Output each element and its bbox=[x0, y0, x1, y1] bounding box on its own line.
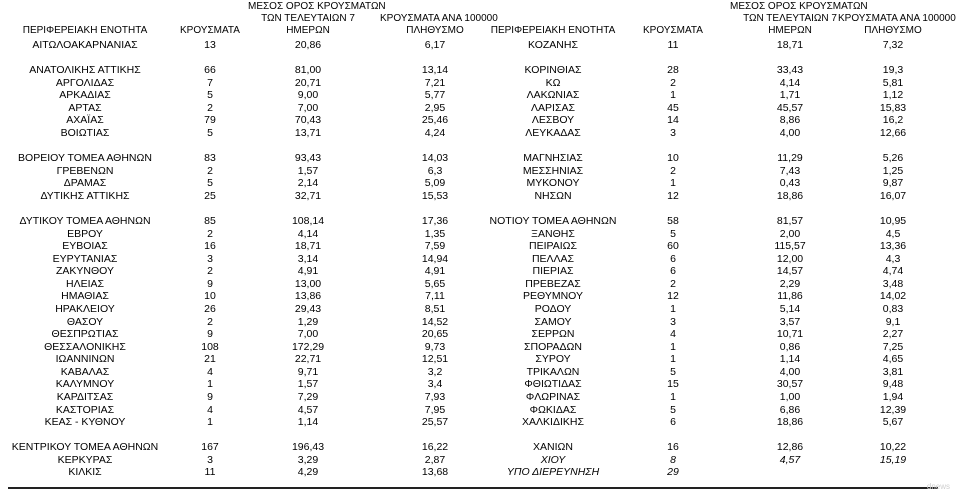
left-cell-avg7: 1,14 bbox=[297, 416, 319, 429]
right-cell-per100k: 4,5 bbox=[885, 227, 901, 240]
right-cell-region: ΛΑΡΙΣΑΣ bbox=[531, 101, 575, 114]
left-cell-per100k: 5,65 bbox=[424, 277, 446, 290]
left-cell-region: ΒΟΡΕΙΟΥ ΤΟΜΕΑ ΑΘΗΝΩΝ bbox=[18, 152, 152, 165]
left-cell-region: ΔΥΤΙΚΟΥ ΤΟΜΕΑ ΑΘΗΝΩΝ bbox=[19, 214, 151, 227]
right-cell-region: ΛΕΣΒΟΥ bbox=[531, 114, 575, 127]
right-cell-cases: 12 bbox=[667, 290, 679, 303]
right-cell-per100k: 4,3 bbox=[885, 252, 901, 265]
right-cell-avg7: 11,29 bbox=[777, 152, 803, 165]
left-cell-per100k: 2,87 bbox=[424, 453, 446, 466]
right-cell-region: ΣΥΡΟΥ bbox=[535, 353, 571, 366]
right-cell-per100k: 0,83 bbox=[882, 302, 904, 315]
left-cell-per100k: 25,46 bbox=[421, 114, 449, 127]
right-cell-region: ΞΑΝΘΗΣ bbox=[531, 227, 575, 240]
left-cell-per100k: 17,36 bbox=[421, 214, 449, 227]
left-cell-cases: 26 bbox=[204, 302, 216, 315]
left-cell-region: ΗΛΕΙΑΣ bbox=[65, 277, 104, 290]
right-cell-avg7: 4,00 bbox=[779, 365, 801, 378]
left-cell-avg7: 1,57 bbox=[297, 378, 319, 391]
right-cell-per100k: 13,36 bbox=[879, 240, 907, 253]
left-header-per100k-line: ΚΡΟΥΣΜΑΤΑ ΑΝΑ 100000 bbox=[380, 13, 498, 24]
left-cell-per100k: 14,52 bbox=[421, 315, 449, 328]
right-cell-avg7: 2,00 bbox=[779, 227, 801, 240]
left-header-avg7 bbox=[248, 1, 386, 37]
right-cell-region: ΚΟΖΑΝΗΣ bbox=[528, 39, 578, 51]
right-cell-region: ΚΟΡΙΝΘΙΑΣ bbox=[524, 64, 582, 77]
right-cell-cases: 12 bbox=[667, 189, 679, 202]
right-cell-cases: 8 bbox=[670, 453, 676, 466]
right-cell-region: ΠΕΛΛΑΣ bbox=[531, 252, 575, 265]
right-cell-per100k: 16,07 bbox=[879, 189, 907, 202]
right-cell-per100k: 1,94 bbox=[882, 390, 904, 403]
left-cell-cases: 21 bbox=[204, 353, 216, 366]
left-cell-region: ΑΧΑΪΑΣ bbox=[66, 114, 104, 127]
left-cell-cases: 5 bbox=[207, 126, 213, 139]
left-cell-region: ΑΙΤΩΛΟΑΚΑΡΝΑΝΙΑΣ bbox=[32, 39, 138, 51]
right-cell-region: ΜΕΣΣΗΝΙΑΣ bbox=[522, 164, 584, 177]
right-cell-region: ΧΑΛΚΙΔΙΚΗΣ bbox=[522, 416, 584, 429]
left-cell-region: ΚΑΡΔΙΤΣΑΣ bbox=[56, 390, 114, 403]
right-cell-cases: 5 bbox=[670, 403, 676, 416]
left-cell-region: ΔΥΤΙΚΗΣ ΑΤΤΙΚΗΣ bbox=[40, 189, 130, 202]
left-cell-per100k: 7,59 bbox=[424, 240, 446, 253]
right-cell-avg7: 18,86 bbox=[776, 189, 804, 202]
left-cell-region: ΒΟΙΩΤΙΑΣ bbox=[60, 126, 110, 139]
left-cell-per100k: 1,35 bbox=[424, 227, 446, 240]
left-cell-avg7: 3,29 bbox=[297, 453, 319, 466]
right-cell-avg7: 12,86 bbox=[776, 441, 804, 454]
left-header-avg7-line: ΗΜΕΡΩΝ bbox=[286, 25, 330, 36]
left-cell-avg7: 29,43 bbox=[294, 302, 322, 315]
right-cell-avg7: 1,00 bbox=[779, 390, 801, 403]
right-cell-per100k: 7,25 bbox=[882, 340, 904, 353]
left-cell-cases: 2 bbox=[207, 164, 213, 177]
left-cell-avg7: 20,71 bbox=[294, 76, 322, 89]
right-cell-avg7: 2,29 bbox=[779, 277, 801, 290]
right-cell-region: ΠΡΕΒΕΖΑΣ bbox=[525, 277, 581, 290]
right-cell-region: ΦΘΙΩΤΙΔΑΣ bbox=[524, 378, 582, 391]
left-cell-per100k: 8,51 bbox=[424, 302, 446, 315]
left-cell-region: ΚΕΑΣ - ΚΥΘΝΟΥ bbox=[44, 416, 126, 429]
right-header-avg7-line: ΤΩΝ ΤΕΛΕΥΤΑΙΩΝ 7 bbox=[743, 13, 837, 24]
left-cell-per100k: 6,3 bbox=[427, 164, 443, 177]
right-cell-avg7: 3,57 bbox=[779, 315, 801, 328]
left-cell-avg7: 22,71 bbox=[294, 353, 322, 366]
left-cell-per100k: 13,14 bbox=[421, 64, 449, 77]
left-cell-per100k: 9,73 bbox=[424, 340, 446, 353]
right-cell-cases: 16 bbox=[667, 441, 679, 454]
left-cell-region: ΚΕΝΤΡΙΚΟΥ ΤΟΜΕΑ ΑΘΗΝΩΝ bbox=[11, 441, 159, 454]
right-cell-region: ΝΗΣΩΝ bbox=[534, 189, 572, 202]
left-cell-per100k: 4,24 bbox=[424, 126, 446, 139]
right-cell-per100k: 5,81 bbox=[882, 76, 904, 89]
right-cell-cases: 1 bbox=[670, 177, 676, 190]
right-cell-avg7: 81,57 bbox=[776, 214, 804, 227]
right-header-cases bbox=[638, 25, 708, 37]
right-cell-per100k: 16,2 bbox=[882, 114, 904, 127]
left-cell-region: ΕΒΡΟΥ bbox=[67, 227, 103, 240]
left-cell-avg7: 7,29 bbox=[297, 390, 319, 403]
left-cell-region: ΘΕΣΠΡΩΤΙΑΣ bbox=[51, 328, 119, 341]
right-cell-per100k: 4,65 bbox=[882, 353, 904, 366]
left-cell-avg7: 13,71 bbox=[294, 126, 322, 139]
right-cell-avg7: 45,57 bbox=[776, 101, 804, 114]
right-cell-region: ΠΕΙΡΑΙΩΣ bbox=[529, 240, 577, 253]
left-cell-cases: 83 bbox=[204, 152, 216, 165]
left-cell-cases: 9 bbox=[207, 277, 213, 290]
right-cell-avg7: 10,71 bbox=[776, 328, 804, 341]
left-cell-region: ΑΝΑΤΟΛΙΚΗΣ ΑΤΤΙΚΗΣ bbox=[29, 64, 141, 77]
right-cell-cases: 2 bbox=[670, 76, 676, 89]
left-cell-region: ΘΕΣΣΑΛΟΝΙΚΗΣ bbox=[44, 340, 126, 353]
right-cell-cases: 3 bbox=[670, 126, 676, 139]
right-cell-cases: 1 bbox=[670, 89, 676, 102]
left-header-region-line: ΠΕΡΙΦΕΡΕΙΑΚΗ ΕΝΟΤΗΤΑ bbox=[22, 25, 148, 36]
left-cell-region: ΖΑΚΥΝΘΟΥ bbox=[55, 265, 114, 278]
right-cell-cases: 1 bbox=[670, 340, 676, 353]
left-cell-avg7: 7,00 bbox=[297, 328, 319, 341]
right-cell-region: ΡΕΘΥΜΝΟΥ bbox=[522, 290, 583, 303]
right-cell-avg7: 12,00 bbox=[776, 252, 804, 265]
right-cell-region: ΡΟΔΟΥ bbox=[534, 302, 572, 315]
left-cell-per100k: 5,77 bbox=[424, 89, 446, 102]
left-cell-cases: 7 bbox=[207, 76, 213, 89]
left-cell-avg7: 70,43 bbox=[294, 114, 322, 127]
right-cell-region: ΜΑΓΝΗΣΙΑΣ bbox=[523, 152, 583, 165]
right-cell-per100k: 4,74 bbox=[882, 265, 904, 278]
left-cell-per100k: 7,95 bbox=[424, 403, 446, 416]
left-cell-avg7: 1,57 bbox=[297, 164, 319, 177]
right-cell-per100k: 9,87 bbox=[882, 177, 904, 190]
left-cell-avg7: 7,00 bbox=[297, 101, 319, 114]
right-header-region bbox=[468, 25, 638, 37]
right-cell-per100k: 9,1 bbox=[885, 315, 901, 328]
left-cell-avg7: 172,29 bbox=[291, 340, 325, 353]
right-cell-cases: 5 bbox=[670, 227, 676, 240]
right-cell-avg7: 1,14 bbox=[779, 353, 801, 366]
left-cell-region: ΑΡΓΟΛΙΔΑΣ bbox=[55, 76, 115, 89]
left-cell-region: ΚΑΒΑΛΑΣ bbox=[60, 365, 110, 378]
left-cell-per100k: 7,93 bbox=[424, 390, 446, 403]
right-cell-cases: 5 bbox=[670, 365, 676, 378]
left-cell-cases: 13 bbox=[204, 39, 216, 51]
right-cell-per100k: 1,25 bbox=[882, 164, 904, 177]
left-cell-avg7: 13,86 bbox=[294, 290, 322, 303]
right-cell-per100k: 10,22 bbox=[879, 441, 907, 454]
right-header-avg7-line: ΗΜΕΡΩΝ bbox=[768, 25, 812, 36]
right-cell-avg7: 4,57 bbox=[779, 453, 801, 466]
right-cell-region: ΛΕΥΚΑΔΑΣ bbox=[525, 126, 581, 139]
left-cell-per100k: 12,51 bbox=[421, 353, 449, 366]
left-cell-region: ΗΡΑΚΛΕΙΟΥ bbox=[55, 302, 115, 315]
right-cell-per100k: 7,32 bbox=[882, 39, 904, 51]
right-cell-cases: 3 bbox=[670, 315, 676, 328]
left-cell-cases: 2 bbox=[207, 101, 213, 114]
left-cell-cases: 2 bbox=[207, 315, 213, 328]
left-cell-avg7: 20,86 bbox=[294, 39, 322, 51]
right-cell-cases: 6 bbox=[670, 265, 676, 278]
right-cell-avg7: 30,57 bbox=[776, 378, 804, 391]
right-cell-per100k: 3,81 bbox=[882, 365, 904, 378]
right-cell-cases: 11 bbox=[667, 39, 679, 51]
left-cell-avg7: 108,14 bbox=[291, 214, 325, 227]
right-cell-cases: 2 bbox=[670, 277, 676, 290]
right-cell-region: ΧΙΟΥ bbox=[540, 453, 566, 466]
left-cell-region: ΚΙΛΚΙΣ bbox=[68, 466, 102, 479]
right-cell-avg7: 1,71 bbox=[779, 89, 801, 102]
right-cell-avg7: 33,43 bbox=[776, 64, 804, 77]
left-cell-avg7: 4,91 bbox=[297, 265, 319, 278]
left-cell-avg7: 9,71 bbox=[297, 365, 319, 378]
right-cell-cases: 60 bbox=[667, 240, 679, 253]
left-cell-per100k: 5,09 bbox=[424, 177, 446, 190]
left-cell-avg7: 196,43 bbox=[291, 441, 325, 454]
left-cell-region: ΕΥΒΟΙΑΣ bbox=[62, 240, 108, 253]
right-header-avg7 bbox=[730, 1, 868, 37]
left-cell-region: ΙΩΑΝΝΙΝΩΝ bbox=[55, 353, 115, 366]
right-cell-avg7: 4,14 bbox=[779, 76, 801, 89]
right-header-per100k-line: ΠΛΗΘΥΣΜΟ bbox=[864, 25, 922, 36]
right-cell-region: ΣΠΟΡΑΔΩΝ bbox=[524, 340, 582, 353]
right-cell-avg7: 4,00 bbox=[779, 126, 801, 139]
right-cell-per100k: 9,48 bbox=[882, 378, 904, 391]
right-cell-avg7: 5,14 bbox=[779, 302, 801, 315]
left-cell-avg7: 4,57 bbox=[297, 403, 319, 416]
left-cell-cases: 108 bbox=[201, 340, 219, 353]
right-cell-cases: 1 bbox=[670, 353, 676, 366]
right-cell-region: ΦΛΩΡΙΝΑΣ bbox=[525, 390, 581, 403]
left-cell-avg7: 2,14 bbox=[297, 177, 319, 190]
right-header-region-line: ΠΕΡΙΦΕΡΕΙΑΚΗ ΕΝΟΤΗΤΑ bbox=[490, 25, 616, 36]
right-header-avg7-line: ΜΕΣΟΣ ΟΡΟΣ ΚΡΟΥΣΜΑΤΩΝ bbox=[730, 1, 868, 12]
left-cell-region: ΓΡΕΒΕΝΩΝ bbox=[56, 164, 114, 177]
left-header-avg7-line: ΜΕΣΟΣ ΟΡΟΣ ΚΡΟΥΣΜΑΤΩΝ bbox=[248, 1, 386, 12]
right-cell-cases: 14 bbox=[667, 114, 679, 127]
left-cell-per100k: 7,21 bbox=[424, 76, 446, 89]
left-cell-cases: 3 bbox=[207, 252, 213, 265]
left-cell-cases: 11 bbox=[204, 466, 216, 479]
bottom-border bbox=[8, 487, 938, 489]
left-cell-cases: 2 bbox=[207, 265, 213, 278]
right-cell-per100k: 12,39 bbox=[879, 403, 907, 416]
left-cell-cases: 3 bbox=[207, 453, 213, 466]
right-cell-per100k: 1,12 bbox=[882, 89, 904, 102]
left-cell-per100k: 4,91 bbox=[424, 265, 446, 278]
left-cell-per100k: 2,95 bbox=[424, 101, 446, 114]
right-header-cases-line: ΚΡΟΥΣΜΑΤΑ bbox=[643, 25, 703, 36]
right-cell-avg7: 14,57 bbox=[776, 265, 804, 278]
left-cell-per100k: 15,53 bbox=[421, 189, 449, 202]
left-cell-region: ΔΡΑΜΑΣ bbox=[63, 177, 107, 190]
right-cell-avg7: 7,43 bbox=[779, 164, 801, 177]
left-cell-per100k: 16,22 bbox=[421, 441, 449, 454]
left-cell-region: ΚΑΣΤΟΡΙΑΣ bbox=[55, 403, 115, 416]
left-cell-region: ΘΑΣΟΥ bbox=[66, 315, 104, 328]
left-cell-cases: 9 bbox=[207, 390, 213, 403]
right-cell-per100k: 10,95 bbox=[879, 214, 907, 227]
right-cell-avg7: 6,86 bbox=[779, 403, 801, 416]
right-cell-avg7: 0,43 bbox=[779, 177, 801, 190]
right-cell-cases: 4 bbox=[670, 328, 676, 341]
left-cell-cases: 66 bbox=[204, 64, 216, 77]
right-cell-region: ΝΟΤΙΟΥ ΤΟΜΕΑ ΑΘΗΝΩΝ bbox=[489, 214, 617, 227]
left-cell-region: ΚΑΛΥΜΝΟΥ bbox=[55, 378, 115, 391]
right-header-per100k-line: ΚΡΟΥΣΜΑΤΑ ΑΝΑ 100000 bbox=[838, 13, 956, 24]
right-cell-cases: 15 bbox=[667, 378, 679, 391]
left-cell-cases: 1 bbox=[207, 378, 213, 391]
watermark: dnews bbox=[926, 482, 950, 491]
left-cell-per100k: 3,2 bbox=[427, 365, 443, 378]
right-cell-cases: 1 bbox=[670, 302, 676, 315]
left-cell-cases: 1 bbox=[207, 416, 213, 429]
right-cell-cases: 28 bbox=[667, 64, 679, 77]
right-cell-per100k: 15,83 bbox=[879, 101, 907, 114]
left-cell-per100k: 25,57 bbox=[421, 416, 449, 429]
right-cell-per100k: 5,26 bbox=[882, 152, 904, 165]
right-cell-region: ΠΙΕΡΙΑΣ bbox=[532, 265, 574, 278]
left-header-avg7-line: ΤΩΝ ΤΕΛΕΥΤΑΙΩΝ 7 bbox=[261, 13, 355, 24]
left-cell-region: ΑΡΤΑΣ bbox=[68, 101, 102, 114]
left-cell-per100k: 13,68 bbox=[421, 466, 449, 479]
left-cell-avg7: 81,00 bbox=[294, 64, 322, 77]
right-cell-per100k: 3,48 bbox=[882, 277, 904, 290]
left-cell-avg7: 93,43 bbox=[294, 152, 322, 165]
left-cell-cases: 25 bbox=[204, 189, 216, 202]
right-cell-avg7: 8,86 bbox=[779, 114, 801, 127]
left-cell-cases: 4 bbox=[207, 403, 213, 416]
left-cell-avg7: 18,71 bbox=[294, 240, 322, 253]
left-cell-region: ΗΜΑΘΙΑΣ bbox=[61, 290, 109, 303]
left-cell-avg7: 4,29 bbox=[297, 466, 319, 479]
left-cell-region: ΕΥΡΥΤΑΝΙΑΣ bbox=[52, 252, 118, 265]
left-cell-per100k: 7,11 bbox=[425, 290, 445, 303]
right-cell-cases: 29 bbox=[667, 466, 679, 479]
right-cell-cases: 6 bbox=[670, 252, 676, 265]
right-cell-cases: 45 bbox=[667, 101, 679, 114]
right-cell-avg7: 18,71 bbox=[776, 39, 804, 51]
right-cell-region: ΥΠΟ ΔΙΕΡΕΥΝΗΣΗ bbox=[506, 466, 600, 479]
right-cell-region: ΛΑΚΩΝΙΑΣ bbox=[526, 89, 580, 102]
left-cell-per100k: 14,94 bbox=[421, 252, 449, 265]
right-cell-region: ΤΡΙΚΑΛΩΝ bbox=[526, 365, 580, 378]
left-header-per100k-line: ΠΛΗΘΥΣΜΟ bbox=[406, 25, 464, 36]
left-header-cases-line: ΚΡΟΥΣΜΑΤΑ bbox=[180, 25, 240, 36]
left-cell-region: ΚΕΡΚΥΡΑΣ bbox=[57, 453, 113, 466]
right-cell-region: ΦΩΚΙΔΑΣ bbox=[529, 403, 577, 416]
left-header-region bbox=[0, 25, 170, 37]
left-header-cases bbox=[175, 25, 245, 37]
right-cell-region: ΧΑΝΙΩΝ bbox=[533, 441, 573, 454]
right-cell-avg7: 18,86 bbox=[776, 416, 804, 429]
left-cell-avg7: 13,00 bbox=[294, 277, 322, 290]
left-cell-per100k: 20,65 bbox=[421, 328, 449, 341]
right-cell-per100k: 2,27 bbox=[882, 328, 904, 341]
right-cell-region: ΣΑΜΟΥ bbox=[534, 315, 572, 328]
right-cell-region: ΣΕΡΡΩΝ bbox=[531, 328, 575, 341]
left-cell-avg7: 1,29 bbox=[297, 315, 319, 328]
right-cell-avg7: 0,86 bbox=[779, 340, 801, 353]
right-cell-cases: 1 bbox=[670, 390, 676, 403]
right-cell-region: ΚΩ bbox=[545, 76, 561, 89]
left-cell-per100k: 14,03 bbox=[421, 152, 449, 165]
left-cell-cases: 16 bbox=[204, 240, 216, 253]
right-cell-avg7: 11,86 bbox=[777, 290, 803, 303]
left-cell-avg7: 4,14 bbox=[297, 227, 319, 240]
left-cell-region: ΑΡΚΑΔΙΑΣ bbox=[59, 89, 111, 102]
left-cell-avg7: 3,14 bbox=[297, 252, 319, 265]
right-cell-per100k: 15,19 bbox=[879, 453, 907, 466]
right-cell-per100k: 12,66 bbox=[879, 126, 907, 139]
left-cell-avg7: 32,71 bbox=[294, 189, 322, 202]
left-cell-cases: 4 bbox=[207, 365, 213, 378]
left-cell-cases: 85 bbox=[204, 214, 216, 227]
left-cell-cases: 5 bbox=[207, 177, 213, 190]
left-cell-avg7: 9,00 bbox=[297, 89, 319, 102]
left-cell-cases: 167 bbox=[201, 441, 219, 454]
right-cell-avg7: 115,57 bbox=[774, 240, 806, 253]
right-cell-cases: 10 bbox=[667, 152, 679, 165]
left-cell-cases: 79 bbox=[204, 114, 216, 127]
left-cell-cases: 5 bbox=[207, 89, 213, 102]
right-cell-per100k: 19,3 bbox=[882, 64, 904, 77]
left-cell-cases: 2 bbox=[207, 227, 213, 240]
right-cell-per100k: 5,67 bbox=[882, 416, 904, 429]
right-cell-cases: 6 bbox=[670, 416, 676, 429]
right-cell-cases: 58 bbox=[667, 214, 679, 227]
left-cell-cases: 9 bbox=[207, 328, 213, 341]
right-cell-per100k: 14,02 bbox=[879, 290, 907, 303]
right-cell-cases: 2 bbox=[670, 164, 676, 177]
right-header-per100k bbox=[838, 13, 956, 37]
left-cell-per100k: 3,4 bbox=[427, 378, 443, 391]
right-cell-region: ΜΥΚΟΝΟΥ bbox=[526, 177, 580, 190]
left-cell-cases: 10 bbox=[204, 290, 216, 303]
left-cell-per100k: 6,17 bbox=[424, 39, 446, 51]
